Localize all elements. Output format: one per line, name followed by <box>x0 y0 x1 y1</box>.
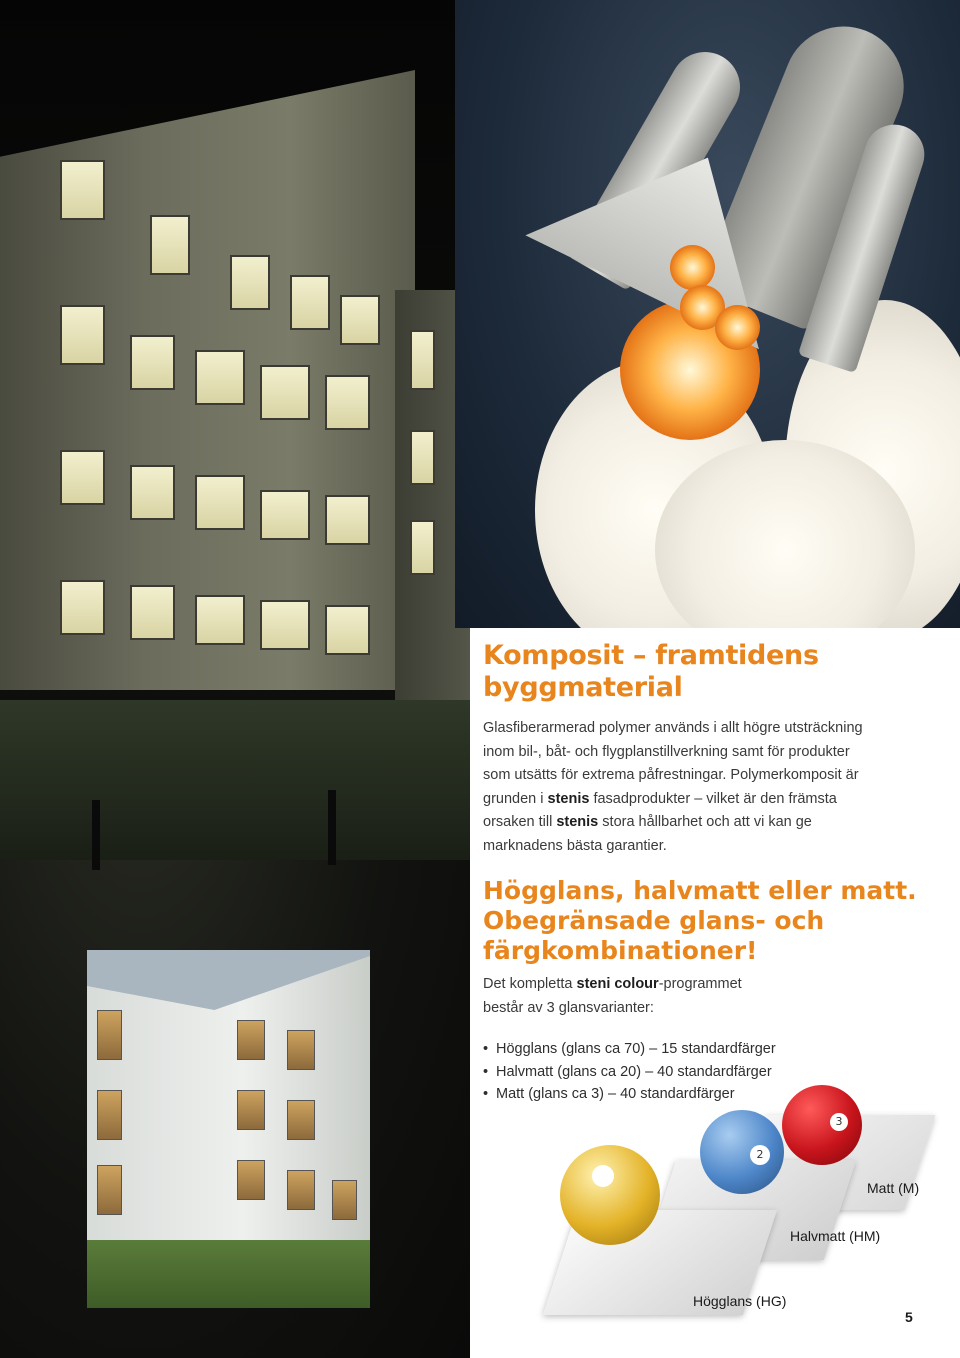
brand-name: stenis <box>556 814 599 830</box>
sub-heading-line: Högglans, halvmatt eller matt. <box>483 876 917 905</box>
sub-heading <box>483 876 943 966</box>
text-column <box>483 640 943 1106</box>
lit-window <box>130 465 175 520</box>
paragraph-line: Glasfiberarmerad polymer används i allt högre utsträckning <box>483 720 863 736</box>
engine-nozzle-glow <box>670 245 715 290</box>
window <box>237 1020 265 1060</box>
paragraph-line: inom bil-, båt- och flygplanstillverkning samt för produkter <box>483 743 850 760</box>
lit-window <box>325 375 370 430</box>
window <box>97 1165 122 1215</box>
paragraph-line: består av 3 glansvarianter: <box>483 1000 654 1016</box>
window <box>287 1100 315 1140</box>
hogglans-label: Högglans (HG) <box>693 1293 787 1309</box>
product-name: steni colour <box>576 976 659 992</box>
lit-window <box>260 490 310 540</box>
list-item: • Halvmatt (glans ca 20) – 40 standardfärger <box>483 1061 943 1084</box>
red-ball-3 <box>782 1085 862 1165</box>
lit-window <box>325 605 370 655</box>
gloss-ball-illustration <box>520 1085 940 1325</box>
lit-window <box>410 330 435 390</box>
sub-heading-line: Obegränsade glans- och <box>483 906 825 935</box>
intro-paragraph <box>483 717 943 858</box>
lit-window <box>195 350 245 405</box>
lit-window <box>60 580 105 635</box>
lit-window <box>195 595 245 645</box>
space-shuttle-launch-photo <box>455 0 960 628</box>
lit-window <box>410 430 435 485</box>
lit-window <box>340 295 380 345</box>
list-item: • Matt (glans ca 3) – 40 standardfärger <box>483 1083 943 1106</box>
matt-label: Matt (M) <box>867 1180 920 1196</box>
paragraph-line: marknadens bästa garantier. <box>483 837 667 854</box>
text-run: grunden i <box>483 790 548 807</box>
page-number: 5 <box>905 1309 913 1325</box>
paragraph-line: som utsätts för extrema påfrestningar. Polymerkomposit är <box>483 767 859 783</box>
list-item: • Högglans (glans ca 70) – 15 standardfärger <box>483 1038 943 1061</box>
window <box>97 1010 122 1060</box>
text-run: fasadprodukter – vilket är den främsta <box>589 790 837 807</box>
lawn <box>0 700 470 860</box>
window <box>237 1090 265 1130</box>
lit-window <box>325 495 370 545</box>
lit-window <box>60 160 105 220</box>
window <box>332 1180 357 1220</box>
engine-nozzle-glow <box>715 305 760 350</box>
text-run: -programmet <box>658 976 742 992</box>
bollard <box>92 800 100 870</box>
lit-window <box>195 475 245 530</box>
blue-ball-2 <box>700 1110 784 1194</box>
bollard <box>328 790 336 865</box>
lit-window <box>230 255 270 310</box>
window <box>287 1170 315 1210</box>
program-intro <box>483 972 943 1020</box>
halvmatt-label: Halvmatt (HM) <box>790 1228 881 1244</box>
text-run: stora hållbarhet och att vi kan ge <box>598 814 812 830</box>
lit-window <box>260 365 310 420</box>
sky <box>87 950 370 1010</box>
paragraph-line <box>483 811 943 835</box>
yellow-ball <box>560 1145 660 1245</box>
paragraph-line <box>483 788 943 812</box>
ball-number: 2 <box>750 1145 770 1165</box>
sub-heading-line: färgkombinationer! <box>483 936 758 965</box>
main-heading-line: byggmaterial <box>483 672 683 703</box>
ball-number-spot <box>592 1165 614 1187</box>
window <box>237 1160 265 1200</box>
ball-number: 3 <box>830 1113 848 1131</box>
lit-window <box>260 600 310 650</box>
text-run: orsaken till <box>483 814 557 830</box>
lit-window <box>130 335 175 390</box>
text-run: Det kompletta <box>483 976 577 992</box>
lit-window <box>60 305 105 365</box>
main-heading <box>483 640 943 704</box>
window <box>287 1030 315 1070</box>
paragraph-line <box>483 972 943 996</box>
lit-window <box>60 450 105 505</box>
window <box>97 1090 122 1140</box>
main-heading-line: Komposit – framtidens <box>483 640 819 671</box>
courtyard-building-photo <box>87 950 370 1308</box>
lit-window <box>130 585 175 640</box>
lit-window <box>290 275 330 330</box>
courtyard-lawn <box>87 1240 370 1308</box>
brand-name: stenis <box>547 790 590 807</box>
lit-window <box>150 215 190 275</box>
lit-window <box>410 520 435 575</box>
